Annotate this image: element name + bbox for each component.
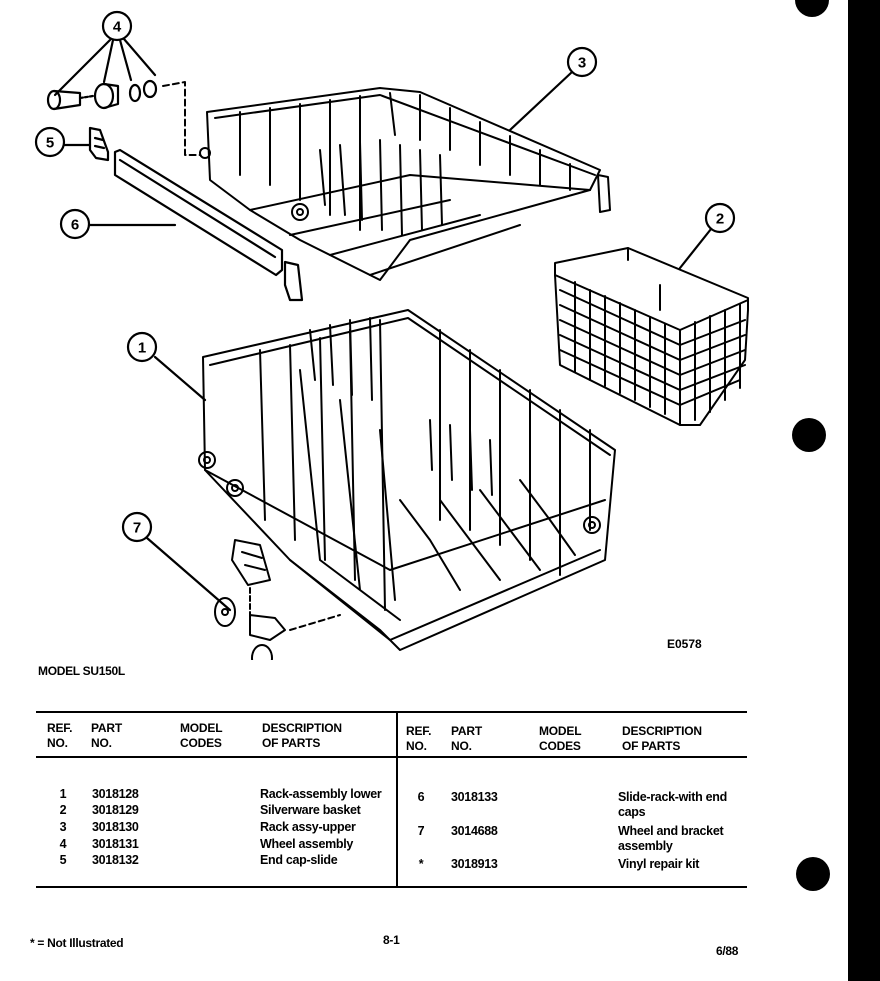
ref-number: 2 bbox=[59, 803, 67, 817]
footer-date: 6/88 bbox=[716, 944, 739, 958]
part-description: Silverware basket bbox=[260, 803, 361, 817]
ref-number: * bbox=[418, 857, 424, 871]
part-number: 3018128 bbox=[92, 787, 139, 801]
footer-page-number: 8-1 bbox=[383, 933, 400, 947]
figure-code: E0578 bbox=[667, 637, 702, 651]
part-number: 3018131 bbox=[92, 837, 139, 851]
ref-number: 7 bbox=[417, 824, 425, 838]
callout-number-6: 6 bbox=[70, 216, 80, 234]
header-ref-no-left: REF. NO. bbox=[47, 721, 73, 750]
callout-4 bbox=[55, 12, 155, 95]
part-description: Rack assy-upper bbox=[260, 820, 356, 834]
table-header-rule bbox=[36, 756, 747, 758]
ref-number: 6 bbox=[417, 790, 425, 804]
table-column-divider bbox=[396, 711, 398, 888]
ref-number: 1 bbox=[59, 787, 67, 801]
part-description: Wheel assembly bbox=[260, 837, 354, 851]
part-description: Rack-assembly lower bbox=[260, 787, 382, 801]
header-description-left: DESCRIPTION OF PARTS bbox=[262, 721, 342, 750]
ref-number: 4 bbox=[59, 837, 67, 851]
lower-rack bbox=[199, 310, 615, 650]
callout-number-4: 4 bbox=[112, 18, 122, 36]
callout-number-1: 1 bbox=[137, 339, 147, 357]
upper-rack bbox=[200, 88, 610, 280]
header-part-no-left: PART NO. bbox=[91, 721, 122, 750]
scan-page-edge bbox=[848, 0, 880, 981]
binder-hole-bottom bbox=[796, 857, 830, 891]
callout-6 bbox=[61, 150, 302, 300]
footer-not-illustrated-note: * = Not Illustrated bbox=[30, 936, 124, 950]
header-model-codes-right: MODEL CODES bbox=[539, 724, 582, 753]
callout-number-7: 7 bbox=[132, 519, 142, 537]
part-number: 3018133 bbox=[451, 790, 498, 804]
callout-number-2: 2 bbox=[715, 210, 725, 228]
silverware-basket bbox=[555, 248, 748, 425]
header-model-codes-left: MODEL CODES bbox=[180, 721, 223, 750]
header-description-right: DESCRIPTION OF PARTS bbox=[622, 724, 702, 753]
ref-number: 3 bbox=[59, 820, 67, 834]
part-number: 3014688 bbox=[451, 824, 498, 838]
part-description: Vinyl repair kit bbox=[618, 857, 700, 871]
model-title: MODEL SU150L bbox=[38, 664, 125, 678]
callout-2 bbox=[680, 204, 734, 268]
table-bottom-rule bbox=[36, 886, 747, 888]
part-description: Slide-rack-with end caps bbox=[618, 790, 727, 819]
part-description: Wheel and bracket assembly bbox=[618, 824, 724, 853]
ref-number: 5 bbox=[59, 853, 67, 867]
part-description: End cap-slide bbox=[260, 853, 338, 867]
wheel-bracket-assembly bbox=[215, 540, 340, 660]
table-top-rule bbox=[36, 711, 747, 713]
part-number: 3018132 bbox=[92, 853, 139, 867]
header-ref-no-right: REF. NO. bbox=[406, 724, 432, 753]
callout-number-5: 5 bbox=[45, 134, 55, 152]
part-number: 3018129 bbox=[92, 803, 139, 817]
callout-number-3: 3 bbox=[577, 54, 587, 72]
part-number: 3018130 bbox=[92, 820, 139, 834]
part-number: 3018913 bbox=[451, 857, 498, 871]
header-part-no-right: PART NO. bbox=[451, 724, 482, 753]
